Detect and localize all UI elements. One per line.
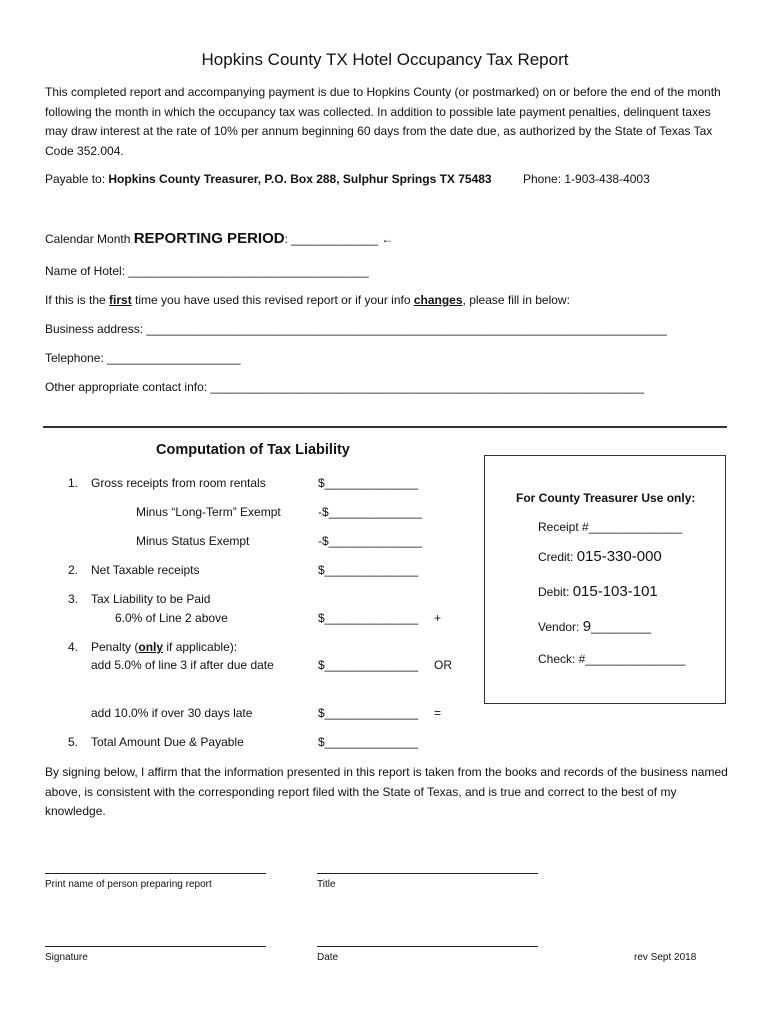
status-exempt-label: Minus Status Exempt	[136, 534, 250, 548]
reporting-period-prefix: Calendar Month	[45, 232, 134, 246]
long-term-exempt-label: Minus “Long-Term” Exempt	[136, 505, 281, 519]
reporting-period-label: REPORTING PERIOD	[133, 230, 285, 247]
computation-heading: Computation of Tax Liability	[156, 442, 350, 458]
revised-text-c: , please fill in below:	[462, 293, 570, 307]
line1-gross-receipts-field[interactable]: $______________	[318, 476, 419, 490]
changes-emphasis: changes	[413, 293, 463, 307]
vendor-label: Vendor:	[538, 620, 583, 634]
line2-net-taxable-field[interactable]: $______________	[318, 563, 419, 577]
plus-operator: +	[434, 611, 442, 625]
title-line[interactable]	[317, 873, 538, 874]
vendor-field[interactable]: _________	[591, 620, 652, 634]
line3-number: 3.	[68, 592, 79, 606]
payable-address: Hopkins County Treasurer, P.O. Box 288, Sulphur Springs TX 75483	[108, 172, 492, 186]
credit-label: Credit:	[538, 550, 577, 564]
phone-number: Phone: 1-903-438-4003	[523, 172, 650, 186]
line4-number: 4.	[68, 640, 79, 654]
vendor-line	[538, 618, 651, 635]
credit-line	[538, 548, 662, 565]
penalty-10-label: add 10.0% if over 30 days late	[91, 706, 253, 720]
revised-text-b: time you have used this revised report or if your info	[131, 293, 414, 307]
telephone-field[interactable]: Telephone: ____________________	[45, 351, 241, 365]
other-contact-field[interactable]: Other appropriate contact info: _________________________________________________________________	[45, 380, 645, 394]
business-address-field[interactable]: Business address: ______________________________________________________________________________	[45, 322, 667, 336]
payable-label: Payable to:	[45, 172, 109, 186]
line4-penalty-5-field[interactable]: $______________	[318, 658, 419, 672]
line3-label: Tax Liability to be Paid	[91, 592, 211, 606]
line3-sublabel: 6.0% of Line 2 above	[115, 611, 228, 625]
revised-report-instructions	[45, 293, 570, 307]
title-caption: Title	[317, 879, 336, 890]
debit-label: Debit:	[538, 585, 573, 599]
check-field[interactable]: Check: #_______________	[538, 652, 686, 666]
first-emphasis: first	[109, 293, 132, 307]
debit-account: 015-103-101	[572, 583, 658, 600]
line4-sublabel: add 5.0% of line 3 if after due date	[91, 658, 274, 672]
equals-operator: =	[434, 706, 442, 720]
reporting-period-line	[45, 230, 393, 247]
line5-label: Total Amount Due & Payable	[91, 735, 244, 749]
line2-number: 2.	[68, 563, 79, 577]
long-term-exempt-field[interactable]: -$______________	[318, 505, 423, 519]
revision-note: rev Sept 2018	[634, 952, 697, 963]
or-operator: OR	[434, 658, 452, 672]
hotel-name-field[interactable]: Name of Hotel: ____________________________________	[45, 264, 369, 278]
only-emphasis: only	[138, 640, 164, 654]
line4-label-b: if applicable):	[163, 640, 238, 654]
section-divider	[43, 426, 727, 428]
intro-paragraph: This completed report and accompanying payment is due to Hopkins County (or postmarked) on or before the end of the month following the month in which the occupancy tax was collected. In addition to possible late payment penalties, delinquent taxes may draw interest at the rate of 10% per annum beginning 60 days from the date due, as authorized by the State of Texas Tax Code 352.004.	[45, 85, 721, 158]
print-name-line[interactable]	[45, 873, 266, 874]
debit-line	[538, 583, 658, 600]
signature-caption: Signature	[45, 952, 88, 963]
receipt-field[interactable]: Receipt #______________	[538, 520, 683, 534]
line3-tax-liability-field[interactable]: $______________	[318, 611, 419, 625]
reporting-period-field[interactable]: : _____________	[284, 232, 382, 246]
vendor-value: 9	[582, 618, 592, 635]
line1-label: Gross receipts from room rentals	[91, 476, 266, 490]
left-arrow-icon: ←	[381, 232, 394, 246]
print-name-caption: Print name of person preparing report	[45, 879, 212, 890]
signature-line[interactable]	[45, 946, 266, 947]
date-caption: Date	[317, 952, 339, 963]
line5-total-due-field[interactable]: $______________	[318, 735, 419, 749]
line4-label-a: Penalty (	[91, 640, 139, 654]
date-line[interactable]	[317, 946, 538, 947]
payable-line	[45, 172, 492, 186]
page-title: Hopkins County TX Hotel Occupancy Tax Report	[201, 50, 569, 69]
revised-text-a: If this is the	[45, 293, 110, 307]
line5-number: 5.	[68, 735, 79, 749]
line1-number: 1.	[68, 476, 79, 490]
line4-label	[91, 640, 237, 654]
credit-account: 015-330-000	[576, 548, 662, 565]
status-exempt-field[interactable]: -$______________	[318, 534, 423, 548]
line4-penalty-10-field[interactable]: $______________	[318, 706, 419, 720]
treasurer-heading: For County Treasurer Use only:	[516, 491, 696, 505]
affirmation-paragraph: By signing below, I affirm that the information presented in this report is taken from the books and records of the business named above, is consistent with the corresponding report filed with the State of Texas, and is true and correct to the best of my knowledge.	[45, 765, 728, 818]
line2-label: Net Taxable receipts	[91, 563, 200, 577]
